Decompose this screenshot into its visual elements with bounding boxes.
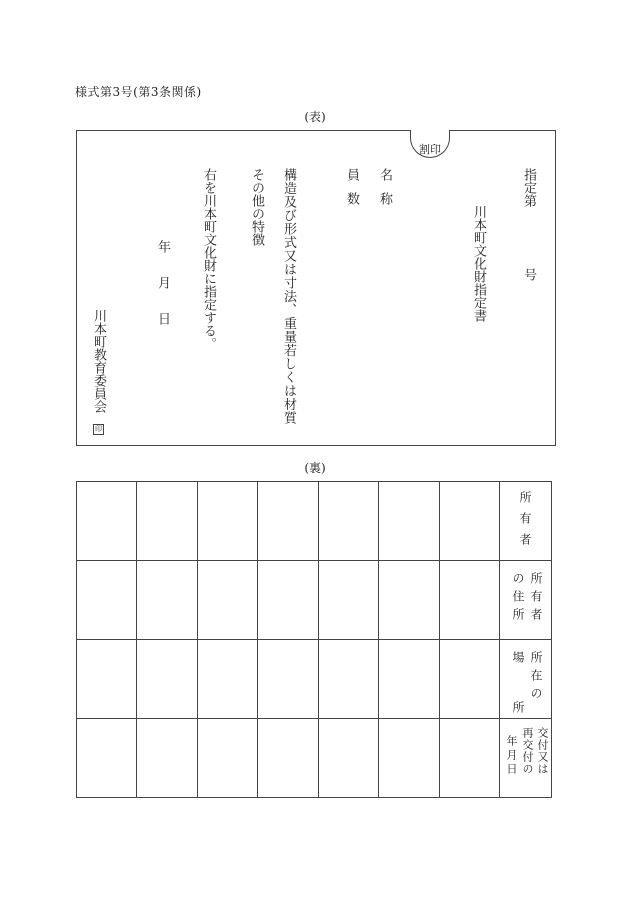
location-cell-2 xyxy=(379,640,439,719)
location-cell-7 xyxy=(77,640,137,719)
location-label-col2: 場所 xyxy=(511,651,525,751)
issue-date-cell-3 xyxy=(318,719,378,798)
issue-date-label-col3: 年月日 xyxy=(505,735,518,777)
designation-number-prefix: 指定第 xyxy=(521,168,536,207)
front-section-label: (表) xyxy=(304,110,326,124)
issuer-stamp xyxy=(93,416,104,435)
owner-cell-7 xyxy=(77,482,137,561)
owner-cell-3 xyxy=(318,482,378,561)
issue-date-cell-5 xyxy=(197,719,257,798)
designation-number-suffix: 号 xyxy=(521,268,536,281)
owner-address-cell-1 xyxy=(439,561,499,640)
date-day: 日 xyxy=(155,312,170,325)
issue-date-cell-7 xyxy=(77,719,137,798)
table-row xyxy=(77,482,552,561)
back-section-label: (裏) xyxy=(304,461,326,475)
owner-cell-1 xyxy=(439,482,499,561)
location-label-col1: 所在の xyxy=(529,651,543,705)
issue-date-label-cell xyxy=(500,719,552,798)
owner-address-cell-6 xyxy=(137,561,197,640)
date-year: 年 xyxy=(155,240,170,253)
structure-label: 構造及び形式又は寸法、重量若しくは材質 xyxy=(281,168,296,425)
other-features-label: その他の特徴 xyxy=(249,168,264,246)
back-record-table xyxy=(76,481,552,798)
issue-date-cell-2 xyxy=(379,719,439,798)
owner-address-cell-4 xyxy=(258,561,318,640)
location-cell-1 xyxy=(439,640,499,719)
count-label-2: 数 xyxy=(344,192,359,205)
issue-date-label-col1: 交付又は xyxy=(536,727,549,775)
certificate-title: 川本町文化財指定書 xyxy=(471,205,486,322)
location-cell-5 xyxy=(197,640,257,719)
issue-date-label-col2: 再交付の xyxy=(521,727,534,775)
location-cell-6 xyxy=(137,640,197,719)
owner-address-cell-7 xyxy=(77,561,137,640)
owner-cell-2 xyxy=(379,482,439,561)
owner-address-label-col1: 所有者 xyxy=(529,572,543,626)
issuer-stamp-mark: 印 xyxy=(95,425,102,433)
owner-address-cell-3 xyxy=(318,561,378,640)
owner-address-label-col2: の住所 xyxy=(511,572,525,626)
owner-label: 所有者 xyxy=(518,491,532,554)
issuer-name: 川本町教育委員会 xyxy=(91,309,106,413)
designation-statement: 右を川本町文化財に指定する。 xyxy=(201,168,216,350)
count-label-1: 員 xyxy=(344,168,359,181)
owner-cell-6 xyxy=(137,482,197,561)
owner-address-cell-5 xyxy=(197,561,257,640)
owner-cell-4 xyxy=(258,482,318,561)
owner-address-label-cell xyxy=(500,561,552,640)
table-row xyxy=(77,719,552,798)
name-label-2: 称 xyxy=(377,192,392,205)
issue-date-cell-6 xyxy=(137,719,197,798)
location-cell-3 xyxy=(318,640,378,719)
issue-date-cell-1 xyxy=(439,719,499,798)
table-row xyxy=(77,640,552,719)
owner-cell-5 xyxy=(197,482,257,561)
seal-label: 割印 xyxy=(419,143,441,156)
issue-date-cell-4 xyxy=(258,719,318,798)
form-title: 様式第3号(第3条関係) xyxy=(75,85,202,99)
location-cell-4 xyxy=(258,640,318,719)
name-label-1: 名 xyxy=(377,168,392,181)
date-month: 月 xyxy=(155,276,170,289)
owner-label-cell xyxy=(500,482,552,561)
table-row xyxy=(77,561,552,640)
owner-address-cell-2 xyxy=(379,561,439,640)
